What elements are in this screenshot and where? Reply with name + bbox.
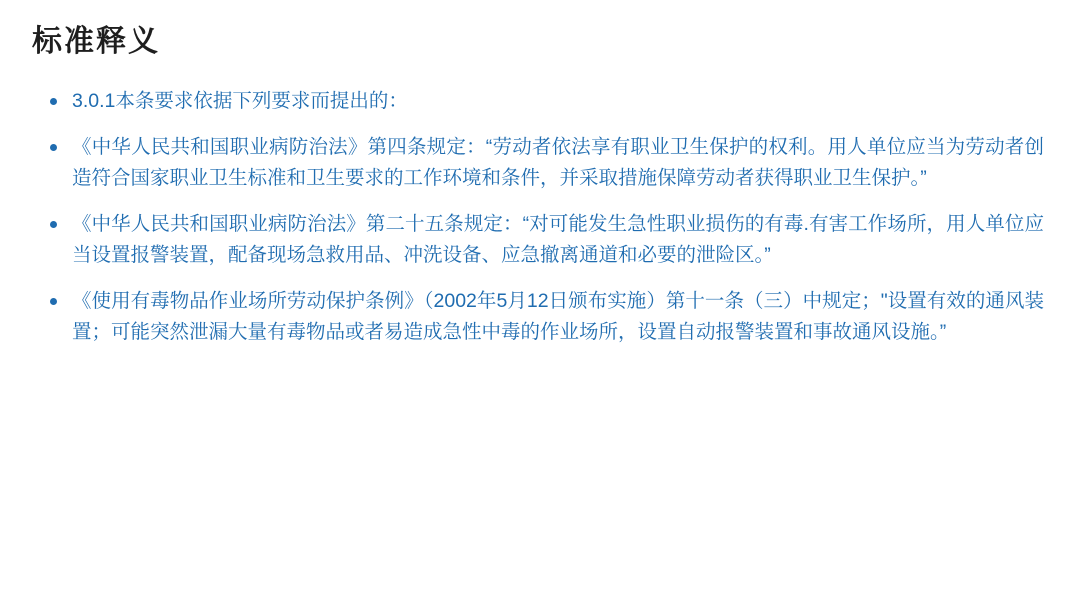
- list-item: [44, 209, 1044, 272]
- list-item-text: 《中华人民共和国职业病防治法》第四条规定：“劳动者依法享有职业卫生保护的权利。用人单位应当为劳动者创造符合国家职业卫生标准和卫生要求的工作环境和条件，并采取措施保障劳动者获得职业卫生保护。”: [72, 135, 1044, 190]
- list-item: [44, 286, 1044, 349]
- bullet-dot-icon: [50, 221, 57, 228]
- list-item-text: 《中华人民共和国职业病防治法》第二十五条规定：“对可能发生急性职业损伤的有毒.有害工作场所，用人单位应当设置报警装置，配备现场急救用品、冲洗设备、应急撤离通道和必要的泄险区。”: [72, 212, 1044, 267]
- bullet-dot-icon: [50, 144, 57, 151]
- bullet-list: [44, 86, 1044, 349]
- bullet-dot-icon: [50, 298, 57, 305]
- page-title: 标准释义: [32, 25, 160, 58]
- list-item-text: 3.0.1本条要求依据下列要求而提出的：: [72, 90, 408, 112]
- list-item: [44, 86, 1044, 118]
- list-item: [44, 132, 1044, 195]
- bullet-dot-icon: [50, 98, 57, 105]
- list-item-text: 《使用有毒物品作业场所劳动保护条例》（2002年5月12日颁布实施）第十一条（三）中规定；"设置有效的通风装置；可能突然泄漏大量有毒物品或者易造成急性中毒的作业场所，设置自动报警装置和事故通风设施。”: [72, 289, 1044, 344]
